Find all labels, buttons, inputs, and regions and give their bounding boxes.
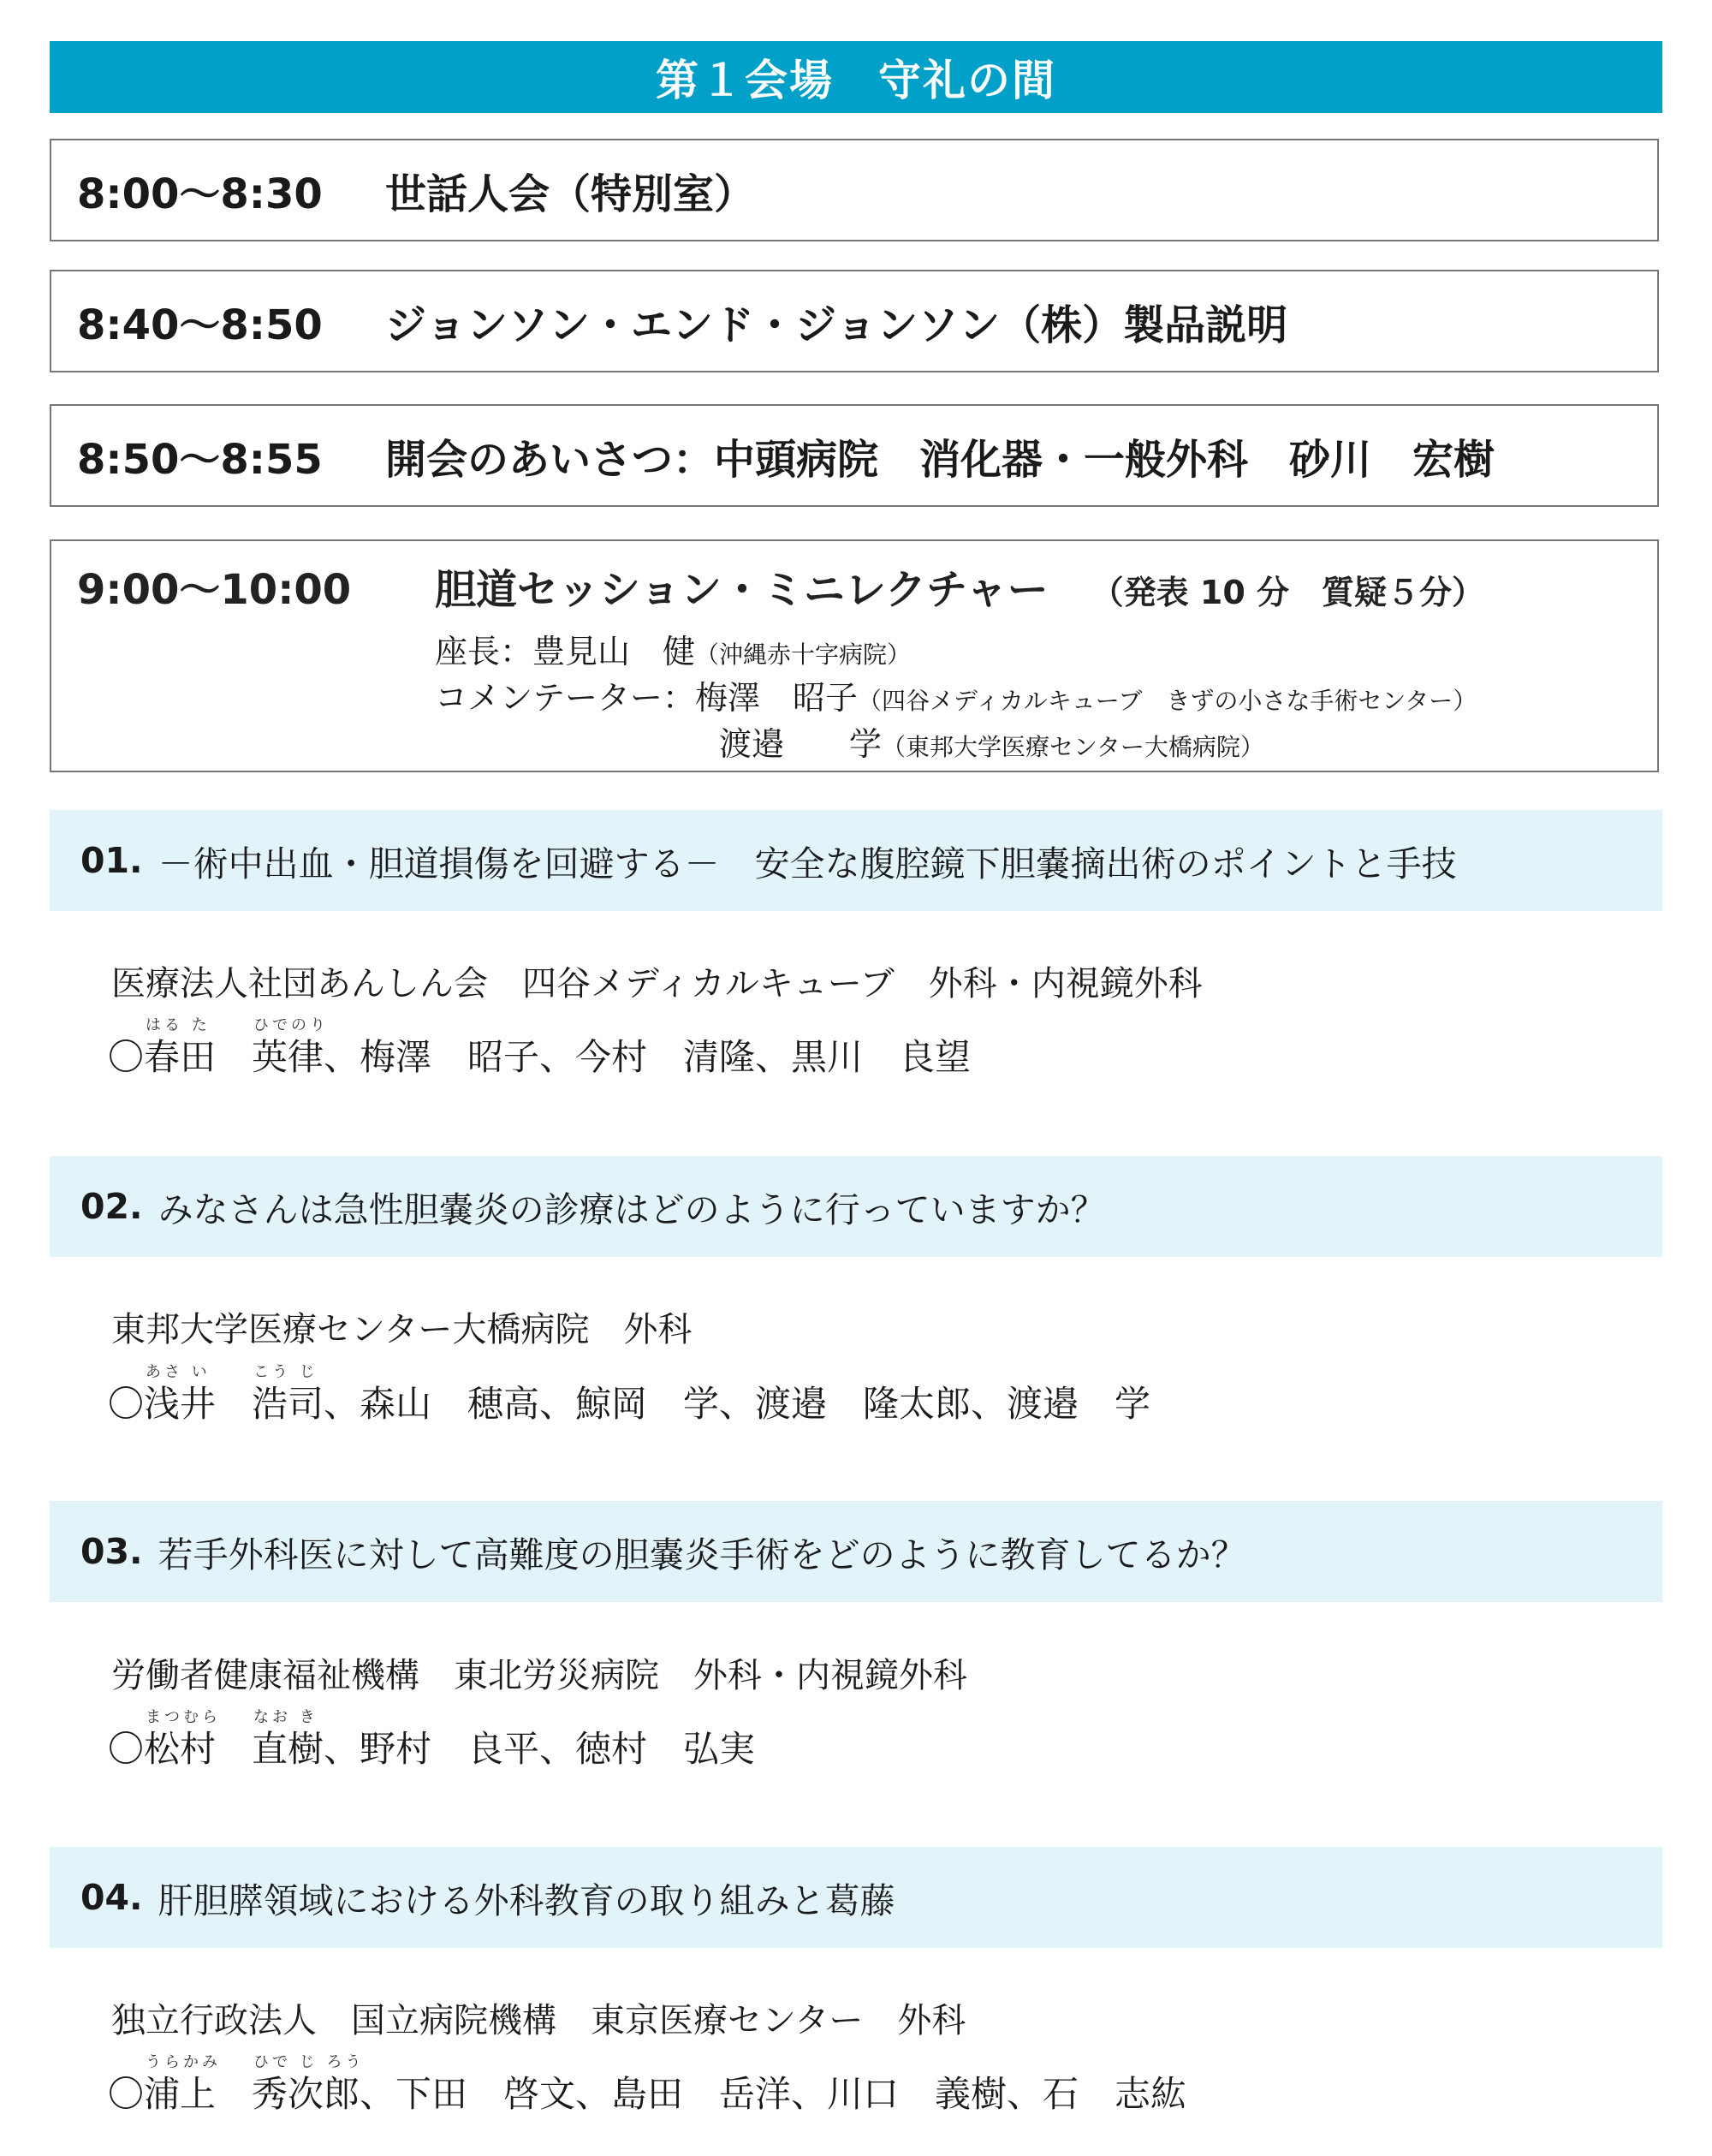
- presentation-number: 01.: [80, 840, 143, 881]
- schedule-title: 世話人会（特別室）: [385, 170, 756, 218]
- ruby-family: はる た: [146, 1016, 211, 1034]
- presentation-affiliation: 労働者健康福祉機構 東北労災病院 外科・内視鏡外科: [111, 1656, 967, 1695]
- schedule-time: 8:40〜8:50: [77, 301, 323, 349]
- commentator-affiliation: （四谷メディカルキューブ きずの小さな手術センター）: [858, 687, 1477, 715]
- session-time: 9:00〜10:00: [77, 566, 352, 614]
- presentation-title: みなさんは急性胆嚢炎の診療はどのように行っていますか？: [158, 1188, 1106, 1230]
- presentation-header: [50, 1847, 1662, 1948]
- chair-line: [435, 625, 911, 672]
- presentation-title: 若手外科医に対して高難度の胆嚢炎手術をどのように教育してるか？: [158, 1534, 1246, 1575]
- session-title: 胆道セッション・ミニレクチャー: [435, 566, 1049, 614]
- presentation-number: 04.: [80, 1877, 143, 1918]
- ruby-given: こう じ: [253, 1363, 318, 1381]
- presentation-header: [50, 1501, 1662, 1602]
- presentation-authors: 〇松村 直樹、野村 良平、徳村 弘実: [108, 1728, 756, 1770]
- presentation-authors: 〇浅井 浩司、森山 穂高、鯨岡 学、渡邉 隆太郎、渡邉 学: [108, 1383, 1151, 1425]
- schedule-title: 開会のあいさつ：中頭病院 消化器・一般外科 砂川 宏樹: [385, 435, 1495, 484]
- schedule-time: 8:00〜8:30: [77, 170, 323, 218]
- presentation-affiliation: 東邦大学医療センター大橋病院 外科: [111, 1310, 693, 1349]
- commentator-name: コメンテーター：梅澤 昭子: [435, 679, 859, 717]
- commentator-line-2: [719, 718, 1264, 765]
- presentation-authors: 〇浦上 秀次郎、下田 啓文、島田 岳洋、川口 義樹、石 志紘: [108, 2073, 1187, 2115]
- commentator2-name: 渡邉 学: [719, 725, 883, 763]
- presentation-affiliation: 独立行政法人 国立病院機構 東京医療センター 外科: [111, 2001, 966, 2040]
- presentation-affiliation: 医療法人社団あんしん会 四谷メディカルキューブ 外科・内視鏡外科: [111, 964, 1203, 1004]
- presentation-number: 02.: [80, 1186, 143, 1227]
- schedule-item: [50, 404, 1659, 507]
- schedule-item: [50, 139, 1659, 241]
- session-box: [50, 539, 1659, 772]
- schedule-item: [50, 270, 1659, 372]
- presentation-header: [50, 810, 1662, 911]
- session-note: （発表 10 分 質疑５分）: [1091, 574, 1484, 611]
- presentation-title: 肝胆膵領域における外科教育の取り組みと葛藤: [158, 1879, 895, 1921]
- ruby-family: まつむら: [146, 1708, 221, 1726]
- presentation-number: 03.: [80, 1531, 143, 1572]
- session-header: [77, 557, 1484, 616]
- ruby-given: ひで じ ろう: [253, 2053, 365, 2071]
- commentator-line: [435, 671, 1477, 718]
- schedule-title: ジョンソン・エンド・ジョンソン（株）製品説明: [385, 301, 1288, 349]
- chair-name: 座長：豊見山 健: [435, 633, 696, 670]
- presentation-authors: 〇春田 英律、梅澤 昭子、今村 清隆、黒川 良望: [108, 1036, 972, 1078]
- presentation-header: [50, 1156, 1662, 1257]
- ruby-family: あさ い: [146, 1363, 211, 1381]
- commentator2-affiliation: （東邦大学医療センター大橋病院）: [882, 733, 1264, 761]
- ruby-given: ひでのり: [253, 1016, 329, 1034]
- presentation-title: －術中出血・胆道損傷を回避する－ 安全な腹腔鏡下胆嚢摘出術のポイントと手技: [158, 843, 1457, 884]
- ruby-given: なお き: [253, 1708, 318, 1726]
- chair-affiliation: （沖縄赤十字病院）: [695, 640, 912, 669]
- ruby-family: うらかみ: [146, 2053, 221, 2071]
- schedule-time: 8:50〜8:55: [77, 435, 323, 484]
- venue-banner: 第１会場 守礼の間: [50, 41, 1662, 113]
